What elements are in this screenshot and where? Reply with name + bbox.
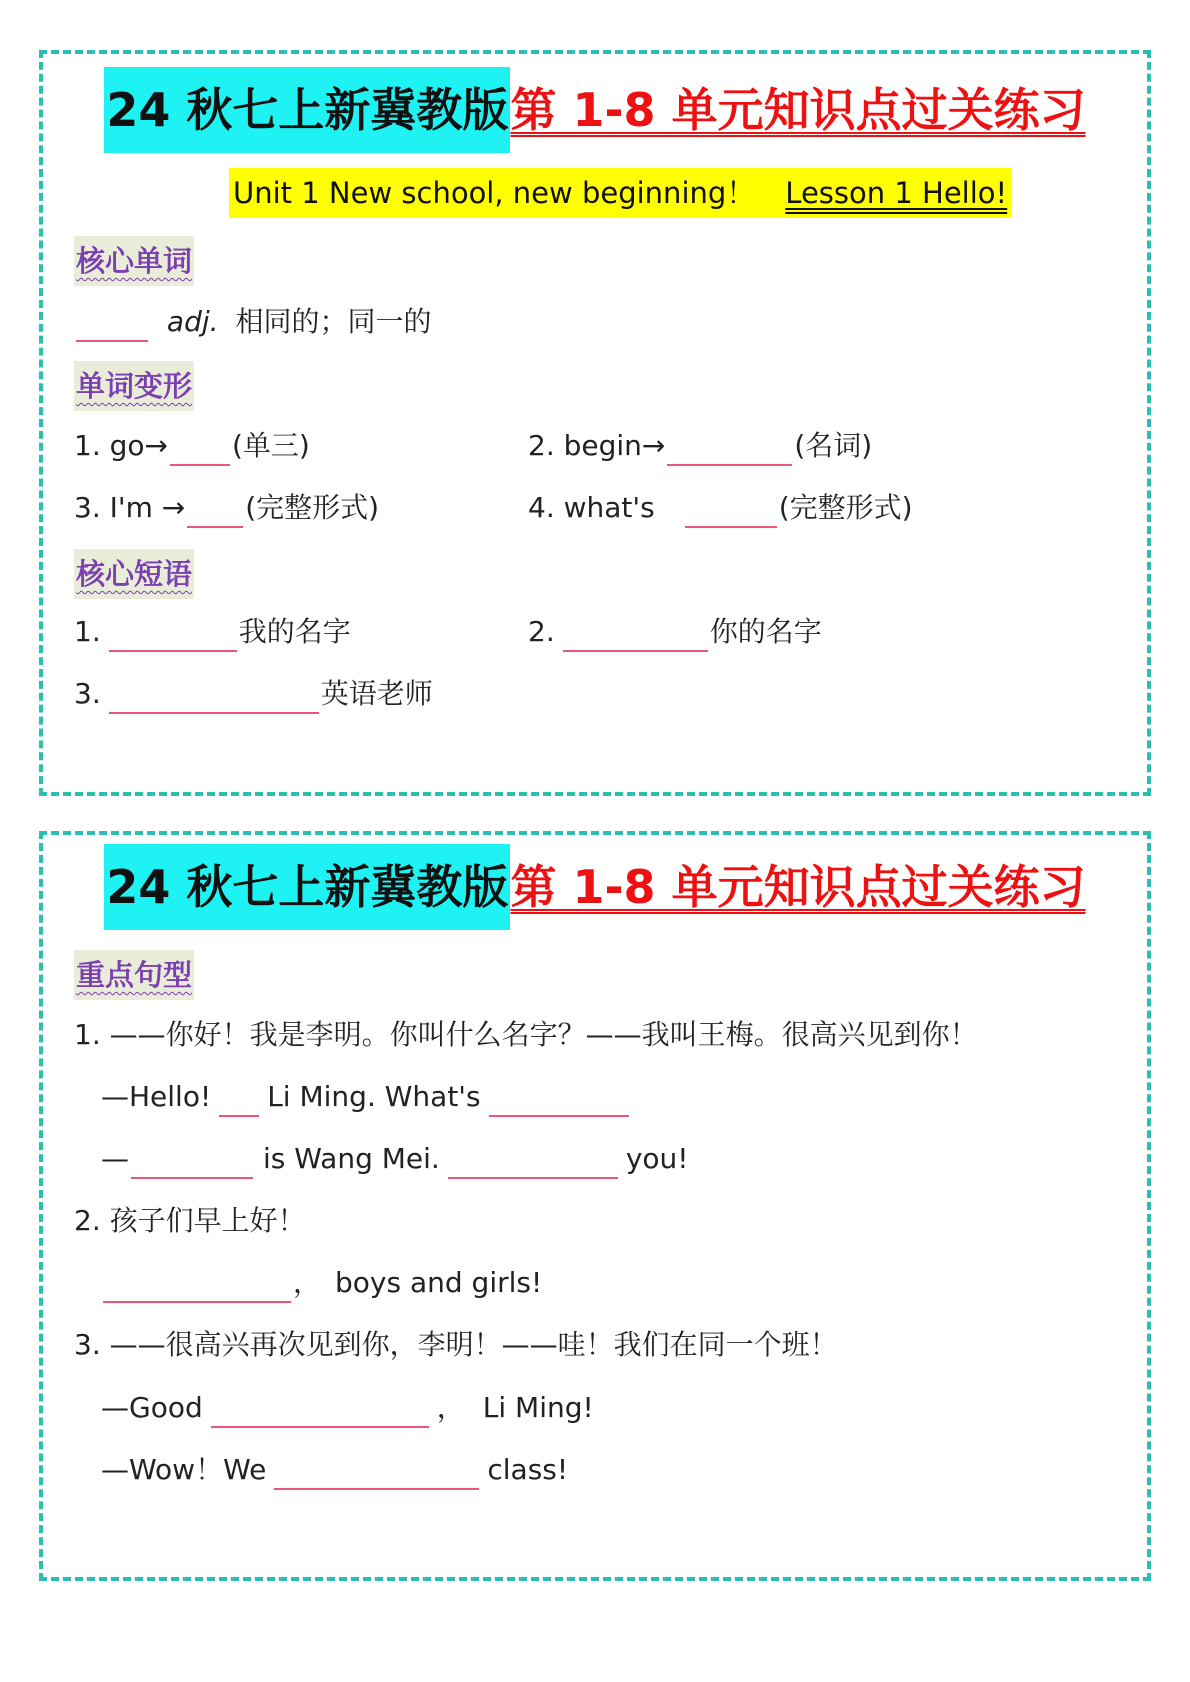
phrase-item [74,612,351,652]
word-form-prompt: 1. go→ [74,429,168,462]
part-of-speech: adj. [166,305,219,338]
core-words-heading: 核心单词 [74,236,194,286]
sentence-text: —Good [101,1391,203,1424]
question-prompt: 2. 孩子们早上好！ [74,1204,306,1237]
title-red: 第 1-8 单元知识点过关练习 [510,860,1086,914]
word-form-prompt: 3. I'm → [74,491,186,524]
answer-blank[interactable] [685,496,777,528]
item-number: 1. [74,615,101,648]
answer-blank[interactable] [76,310,148,342]
answer-line [101,1139,688,1179]
sentence-text: boys and girls! [335,1266,543,1299]
item-number: 2. [528,615,555,648]
question-prompt: 3. ——很高兴再次见到你，李明！——哇！我们在同一个班！ [74,1328,838,1361]
sentence-text: ， [436,1391,465,1424]
phrase-item [528,612,822,652]
answer-line [101,1077,631,1117]
phrase-meaning: 你的名字 [709,615,822,648]
unit1-card [39,50,1151,796]
word-form-item [528,488,913,528]
card-title [43,844,1147,930]
sentence-text: class! [487,1453,569,1486]
word-form-item [528,426,872,466]
answer-blank[interactable] [563,620,708,652]
answer-line [101,1388,594,1428]
core-phrases-heading: 核心短语 [74,549,194,599]
sentence-text: Li Ming. What's [267,1080,481,1113]
sentence-text: Li Ming! [482,1391,594,1424]
sentence-text: is Wang Mei. [263,1142,440,1175]
word-form-hint: (完整形式) [245,491,380,524]
answer-blank[interactable] [274,1458,479,1490]
answer-blank[interactable] [170,434,230,466]
word-form-prompt: 2. begin→ [528,429,666,462]
title-red: 第 1-8 单元知识点过关练习 [510,83,1086,137]
sentence-text: ， [293,1266,322,1299]
answer-blank[interactable] [109,682,319,714]
word-forms-heading: 单词变形 [74,361,194,411]
word-form-hint: (名词) [794,429,873,462]
sentence-text: you! [625,1142,689,1175]
word-form-prompt: 4. what's [528,491,655,524]
answer-blank[interactable] [219,1085,259,1117]
answer-blank[interactable] [211,1396,429,1428]
key-sentences-heading: 重点句型 [74,950,194,1000]
answer-blank[interactable] [448,1147,618,1179]
word-form-item [74,426,310,466]
word-form-item [74,488,379,528]
card-title [43,67,1147,153]
sentence-text: —Wow！We [101,1453,267,1486]
unit-title: Unit 1 New school, new beginning！ [233,176,756,210]
title-highlight: 24 秋七上新冀教版 [104,67,510,153]
answer-line [101,1263,542,1303]
sentence-text: — [101,1142,129,1175]
answer-blank[interactable] [489,1085,629,1117]
item-number: 3. [74,677,101,710]
key-sentences-card [39,831,1151,1581]
unit-lesson-title [229,168,1011,218]
word-form-hint: (完整形式) [778,491,913,524]
answer-blank[interactable] [667,434,792,466]
sentence-text: —Hello! [101,1080,212,1113]
answer-line [101,1450,568,1490]
phrase-item [74,674,433,714]
title-highlight: 24 秋七上新冀教版 [104,844,510,930]
lesson-title: Lesson 1 Hello! [785,176,1008,210]
answer-blank[interactable] [187,496,243,528]
answer-blank[interactable] [131,1147,253,1179]
word-form-hint: (单三) [231,429,310,462]
answer-blank[interactable] [109,620,237,652]
core-word-item [74,302,431,342]
question-prompt: 1. ——你好！我是李明。你叫什么名字？——我叫王梅。很高兴见到你！ [74,1018,978,1051]
answer-blank[interactable] [103,1271,291,1303]
phrase-meaning: 英语老师 [320,677,433,710]
phrase-meaning: 我的名字 [238,615,351,648]
word-meaning: 相同的；同一的 [235,305,432,338]
